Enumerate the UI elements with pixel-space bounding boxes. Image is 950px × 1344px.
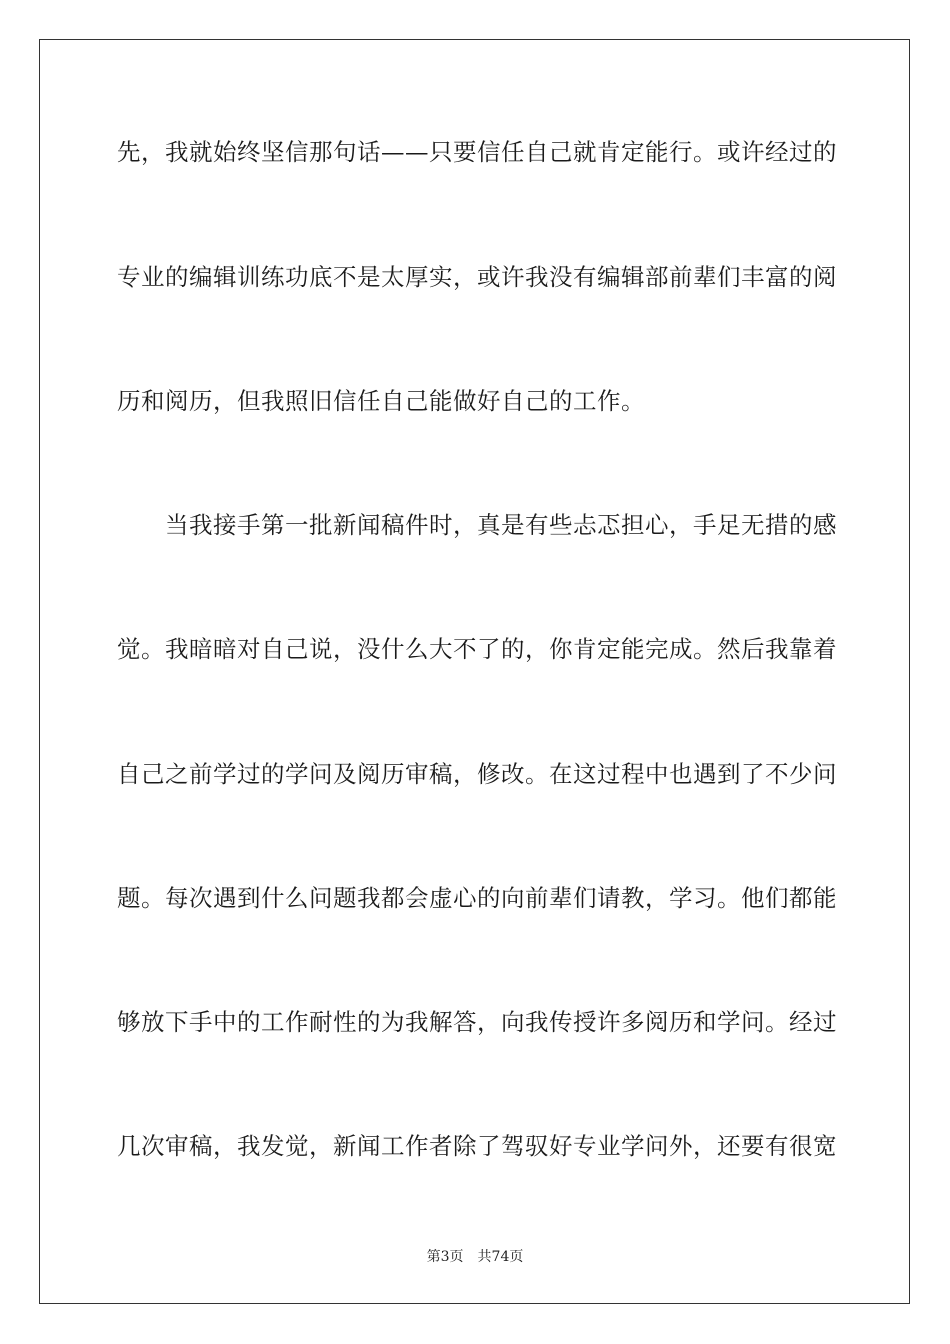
page-total: 共74页 xyxy=(477,1249,524,1265)
body-text-line: 题。每次遇到什么问题我都会虚心的向前辈们请教，学习。他们都能 xyxy=(117,884,837,912)
body-text-line: 专业的编辑训练功底不是太厚实，或许我没有编辑部前辈们丰富的阅 xyxy=(117,263,837,291)
body-text-line: 够放下手中的工作耐性的为我解答，向我传授许多阅历和学问。经过 xyxy=(117,1008,837,1036)
page-footer xyxy=(0,1247,950,1267)
body-text-line: 先，我就始终坚信那句话——只要信任自己就肯定能行。或许经过的 xyxy=(117,138,837,166)
paragraph-start-line: 当我接手第一批新闻稿件时，真是有些忐忑担心，手足无措的感 xyxy=(165,511,837,539)
body-text-line: 历和阅历，但我照旧信任自己能做好自己的工作。 xyxy=(117,387,645,415)
body-text-line: 觉。我暗暗对自己说，没什么大不了的，你肯定能完成。然后我靠着 xyxy=(117,635,837,663)
page-number: 第3页 xyxy=(426,1249,464,1265)
body-text-line: 几次审稿，我发觉，新闻工作者除了驾驭好专业学问外，还要有很宽 xyxy=(117,1132,837,1160)
body-text-line: 自己之前学过的学问及阅历审稿，修改。在这过程中也遇到了不少问 xyxy=(117,760,837,788)
page-border xyxy=(39,39,910,1304)
